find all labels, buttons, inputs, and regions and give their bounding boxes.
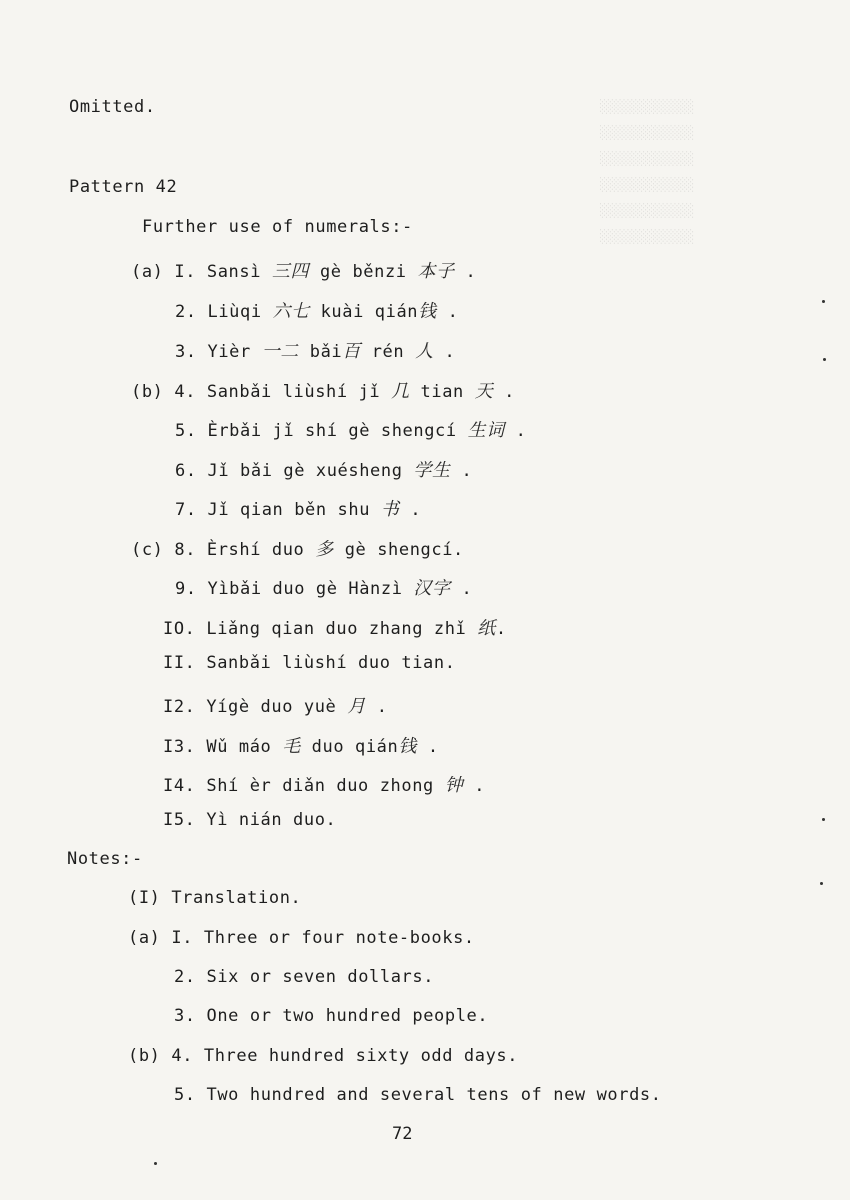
- list-item: [163, 614, 507, 640]
- pinyin-text: Yìbǎi duo gè Hànzì: [207, 579, 403, 599]
- pinyin-text: tian: [420, 382, 464, 402]
- scan-speck: [823, 358, 826, 361]
- end-punctuation: .: [474, 776, 486, 796]
- end-punctuation: .: [504, 382, 516, 402]
- item-number: I2.: [163, 697, 196, 717]
- chinese-characters: 纸: [477, 618, 496, 639]
- chinese-characters: 一二: [261, 341, 299, 362]
- item-number: I4.: [163, 776, 196, 796]
- translation-text: Six or seven dollars.: [206, 967, 435, 987]
- group-label: (c): [131, 540, 164, 560]
- chinese-characters: 人: [415, 341, 434, 362]
- translation-text: One or two hundred people.: [206, 1006, 489, 1026]
- omitted-text: Omitted.: [69, 97, 156, 117]
- chinese-characters: 几: [391, 381, 410, 402]
- scan-speck: [822, 818, 825, 821]
- chinese-characters: 钟: [444, 775, 464, 796]
- pinyin-text: Èrbǎi jǐ shí gè shengcí: [207, 421, 457, 441]
- chinese-characters: 百: [342, 341, 361, 362]
- item-number: 5.: [175, 421, 197, 441]
- chinese-characters: 月: [347, 696, 366, 717]
- list-item: [163, 771, 485, 797]
- item-number: 7.: [175, 500, 197, 520]
- chinese-characters: 三四: [271, 261, 310, 282]
- pinyin-text: Liùqi: [207, 302, 262, 322]
- list-item: [175, 416, 526, 442]
- end-punctuation: .: [410, 500, 422, 520]
- pinyin-text: Sansì: [206, 262, 262, 282]
- end-punctuation: .: [495, 619, 507, 639]
- pinyin-text: Wǔ máo: [206, 737, 272, 757]
- scan-speck: [822, 300, 825, 303]
- pinyin-text: duo qián: [311, 737, 399, 757]
- chinese-characters: 生词: [467, 420, 505, 441]
- group-label: (b): [128, 1046, 161, 1066]
- pinyin-text: Jǐ qian běn shu: [207, 500, 371, 520]
- notes-heading: Notes:-: [67, 849, 143, 869]
- chinese-characters: 学生: [413, 460, 451, 481]
- list-item: [131, 257, 476, 283]
- chinese-characters: 六七: [272, 301, 310, 322]
- item-number: 3.: [174, 1006, 196, 1026]
- pinyin-text: Jǐ bǎi gè xuésheng: [207, 461, 403, 481]
- end-punctuation: .: [461, 579, 473, 599]
- chinese-characters: 毛: [282, 736, 301, 757]
- chinese-characters: 天: [474, 381, 494, 402]
- list-item: [175, 456, 472, 482]
- translation-item: [128, 928, 475, 948]
- end-punctuation: .: [515, 421, 527, 441]
- pinyin-text: Èrshí duo: [206, 540, 305, 560]
- list-item: [175, 574, 472, 600]
- chinese-characters: 书: [380, 499, 400, 520]
- end-punctuation: .: [465, 262, 477, 282]
- item-number: I5.: [163, 810, 196, 830]
- chinese-characters: 钱: [418, 301, 437, 322]
- end-punctuation: .: [444, 342, 456, 362]
- chinese-characters: 本子: [417, 261, 455, 282]
- list-item: [163, 810, 336, 830]
- item-number: 4.: [174, 382, 197, 402]
- translation-item: [174, 1006, 488, 1026]
- chinese-characters: 多: [315, 539, 334, 560]
- pinyin-text: bǎi: [309, 342, 343, 362]
- item-number: I3.: [163, 737, 196, 757]
- translation-text: Three or four note-books.: [203, 928, 475, 948]
- bleed-through-texture: ░░░░░░░░░░░░ ░░░░░░░░░░░░ ░░░░░░░░░░░░ ░░░░░░░░░░░░ ░░░░░░░░░░░░ ░░░░░░░░░░░░: [600, 100, 694, 245]
- list-item: [131, 377, 515, 403]
- chinese-characters: 钱: [398, 736, 417, 757]
- pinyin-text: rén: [371, 342, 405, 362]
- list-item: [163, 653, 456, 673]
- page-number: 72: [392, 1124, 413, 1144]
- pinyin-text: Sanbǎi liùshí jǐ: [206, 382, 381, 402]
- list-item: [163, 692, 388, 718]
- end-punctuation: .: [427, 737, 439, 757]
- scan-speck: [154, 1162, 157, 1165]
- translation-item: [128, 1046, 518, 1066]
- end-punctuation: .: [447, 302, 459, 322]
- group-label: (b): [131, 382, 164, 402]
- list-item: [175, 297, 458, 323]
- item-number: 2.: [174, 967, 196, 987]
- end-punctuation: .: [376, 697, 388, 717]
- item-number: 6.: [175, 461, 197, 481]
- chinese-characters: 汉字: [413, 578, 451, 599]
- item-number: 2.: [175, 302, 197, 322]
- translation-text: Three hundred sixty odd days.: [203, 1046, 519, 1066]
- item-number: 4.: [171, 1046, 194, 1066]
- item-number: 5.: [174, 1085, 196, 1105]
- pinyin-text: gè shengcí.: [344, 540, 464, 560]
- translation-item: [174, 1085, 662, 1105]
- list-item: [175, 337, 455, 363]
- list-item: [175, 495, 421, 521]
- pinyin-text: Yì nián duo.: [206, 810, 337, 830]
- item-number: 9.: [175, 579, 197, 599]
- pinyin-text: Yièr: [207, 342, 251, 362]
- group-label: (a): [128, 928, 161, 948]
- pattern-heading: Pattern 42: [69, 177, 178, 197]
- group-label: (a): [131, 262, 164, 282]
- list-item: [131, 535, 464, 561]
- pinyin-text: kuài qián: [320, 302, 419, 322]
- pinyin-text: Sanbǎi liùshí duo tian.: [206, 653, 456, 673]
- pinyin-text: Shí èr diǎn duo zhong: [206, 776, 434, 796]
- item-number: II.: [163, 653, 196, 673]
- intro-text: Further use of numerals:-: [142, 217, 413, 237]
- translation-text: Two hundred and several tens of new words.: [206, 1085, 662, 1105]
- item-number: I.: [171, 928, 194, 948]
- item-number: 8.: [174, 540, 197, 560]
- translation-heading: (I) Translation.: [128, 888, 302, 908]
- list-item: [163, 732, 439, 758]
- scan-speck: [820, 882, 823, 885]
- item-number: IO.: [163, 619, 196, 639]
- pinyin-text: Liǎng qian duo zhang zhǐ: [206, 619, 467, 639]
- pinyin-text: Yígè duo yuè: [206, 697, 337, 717]
- pinyin-text: gè běnzi: [319, 262, 407, 282]
- translation-item: [174, 967, 434, 987]
- item-number: 3.: [175, 342, 197, 362]
- item-number: I.: [174, 262, 197, 282]
- end-punctuation: .: [461, 461, 473, 481]
